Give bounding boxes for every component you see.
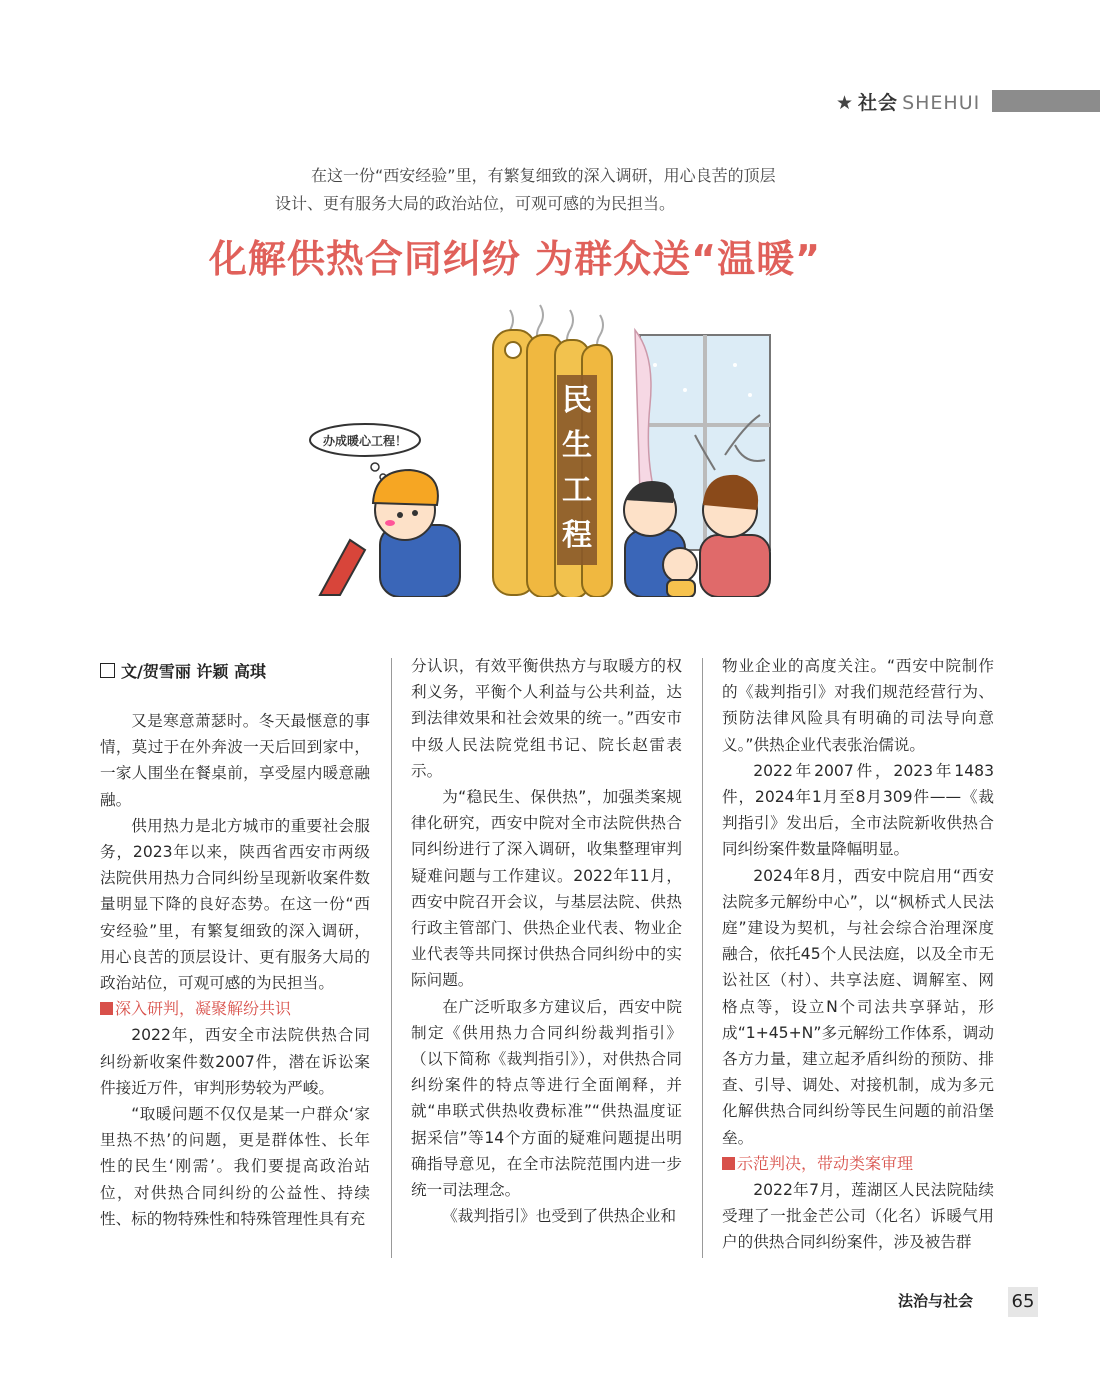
star-icon: ★	[836, 92, 855, 114]
paragraph: 2024年8月，西安中院启用“西安法院多元解纷中心”，以“枫桥式人民法庭”建设为契机，与社会综合治理深度融合，依托45个人民法庭，以及全市无讼社区（村）、共享法庭、调解室、网格点等，设立N个司法共享驿站，形成“1+45+N”多元解纷工作体系，调动各方力量，建立起矛盾纠纷的预防、排查、引导、调处、对接机制，成为多元化解供热合同纠纷等民生问题的前沿堡垒。	[722, 866, 994, 1147]
radiator	[493, 330, 612, 597]
paragraph: “取暖问题不仅仅是某一户群众‘家里热不热’的问题，更是群体性、长年性的民生‘刚需’。我们要提高政治站位，对供热合同纠纷的公益性、持续性、标的物特殊性和特殊管理性具有充	[100, 1105, 370, 1228]
article-column-3	[722, 653, 994, 1256]
paragraph: 分认识，有效平衡供热方与取暖方的权利义务，平衡个人利益与公共利益，达到法律效果和社会效果的统一。”西安市中级人民法院党组书记、院长赵雷表示。	[411, 657, 682, 780]
radiator-char: 民	[562, 383, 592, 418]
worker-figure	[320, 470, 460, 597]
section-bar	[992, 90, 1100, 112]
article-title: 化解供热合同纠纷 为群众送“温暖”	[208, 237, 822, 281]
paragraph: 2022年7月，莲湖区人民法院陆续受理了一批金芒公司（化名）诉暖气用户的供热合同纠纷案件，涉及被告群	[722, 1181, 994, 1252]
paragraph: 《裁判指引》也受到了供热企业和	[442, 1207, 677, 1226]
lead-line: 设计、更有服务大局的政治站位，可观可感的为民担当。	[275, 194, 676, 213]
subheading-text: 示范判决，带动类案审理	[737, 1153, 914, 1173]
cartoon-illustration	[305, 295, 775, 597]
section-name: 社会	[858, 92, 899, 114]
subheading-text: 深入研判，凝聚解纷共识	[115, 999, 292, 1019]
red-square-icon	[722, 1157, 735, 1170]
radiator-char: 程	[562, 518, 592, 553]
byline-box-icon	[100, 663, 115, 678]
paragraph: 为“稳民生、保供热”，加强类案规律化研究，西安中院对全市法院供热合同纠纷进行了深入调研，收集整理审判疑难问题与工作建议。2022年11月，西安中院召开会议，与基层法院、供热行政主管部门、供热企业代表、物业企业代表等共同探讨供热合同纠纷中的实际问题。	[411, 788, 682, 990]
article-column-2	[411, 653, 682, 1229]
page-number: 65	[1008, 1287, 1038, 1317]
paragraph: 2022年，西安全市法院供热合同纠纷新收案件数2007件，潜在诉讼案件接近万件，审判形势较为严峻。	[100, 1026, 370, 1097]
red-square-icon	[100, 1002, 113, 1015]
subheading	[100, 996, 370, 1022]
speech-bubble-text: 办成暖心工程！	[322, 434, 408, 448]
section-name-en: SHEHUI	[902, 92, 981, 114]
paragraph: 物业企业的高度关注。“西安中院制作的《裁判指引》对我们规范经营行为、预防法律风险具有明确的司法导向意义。”供热企业代表张治儒说。	[722, 657, 994, 754]
article-column-1	[100, 708, 370, 1232]
column-divider	[391, 658, 392, 1258]
magazine-name: 法治与社会	[898, 1292, 974, 1310]
subheading	[722, 1151, 994, 1177]
paragraph: 又是寒意萧瑟时。冬天最惬意的事情，莫过于在外奔波一天后回到家中，一家人围坐在餐桌前，享受屋内暖意融融。	[100, 712, 370, 809]
lead-paragraph	[275, 162, 815, 218]
byline-text: 文/贺雪丽 许颖 高琪	[121, 662, 266, 681]
paragraph: 供用热力是北方城市的重要社会服务，2023年以来，陕西省西安市两级法院供用热力合同纠纷呈现新收案件数量明显下降的良好态势。在这一份“西安经验”里，有繁复细致的深入调研，用心良苦的顶层设计、更有服务大局的政治站位，可观可感的为民担当。	[100, 816, 370, 993]
section-tag	[836, 88, 980, 115]
byline	[100, 659, 266, 682]
radiator-char: 生	[562, 428, 592, 463]
column-divider	[702, 658, 703, 1258]
radiator-char: 工	[562, 473, 592, 508]
lead-line: 在这一份“西安经验”里，有繁复细致的深入调研，用心良苦的顶层	[311, 166, 776, 185]
paragraph: 在广泛听取多方建议后，西安中院制定《供用热力合同纠纷裁判指引》（以下简称《裁判指引》），对供热合同纠纷案件的特点等进行全面阐释，并就“串联式供热收费标准”“供热温度证据采信”等14个方面的疑难问题提出明确指导意见，在全市法院范围内进一步统一司法理念。	[411, 997, 682, 1200]
paragraph: 2022年2007件，2023年1483件，2024年1月至8月309件——《裁判指引》发出后，全市法院新收供热合同纠纷案件数量降幅明显。	[722, 761, 994, 859]
